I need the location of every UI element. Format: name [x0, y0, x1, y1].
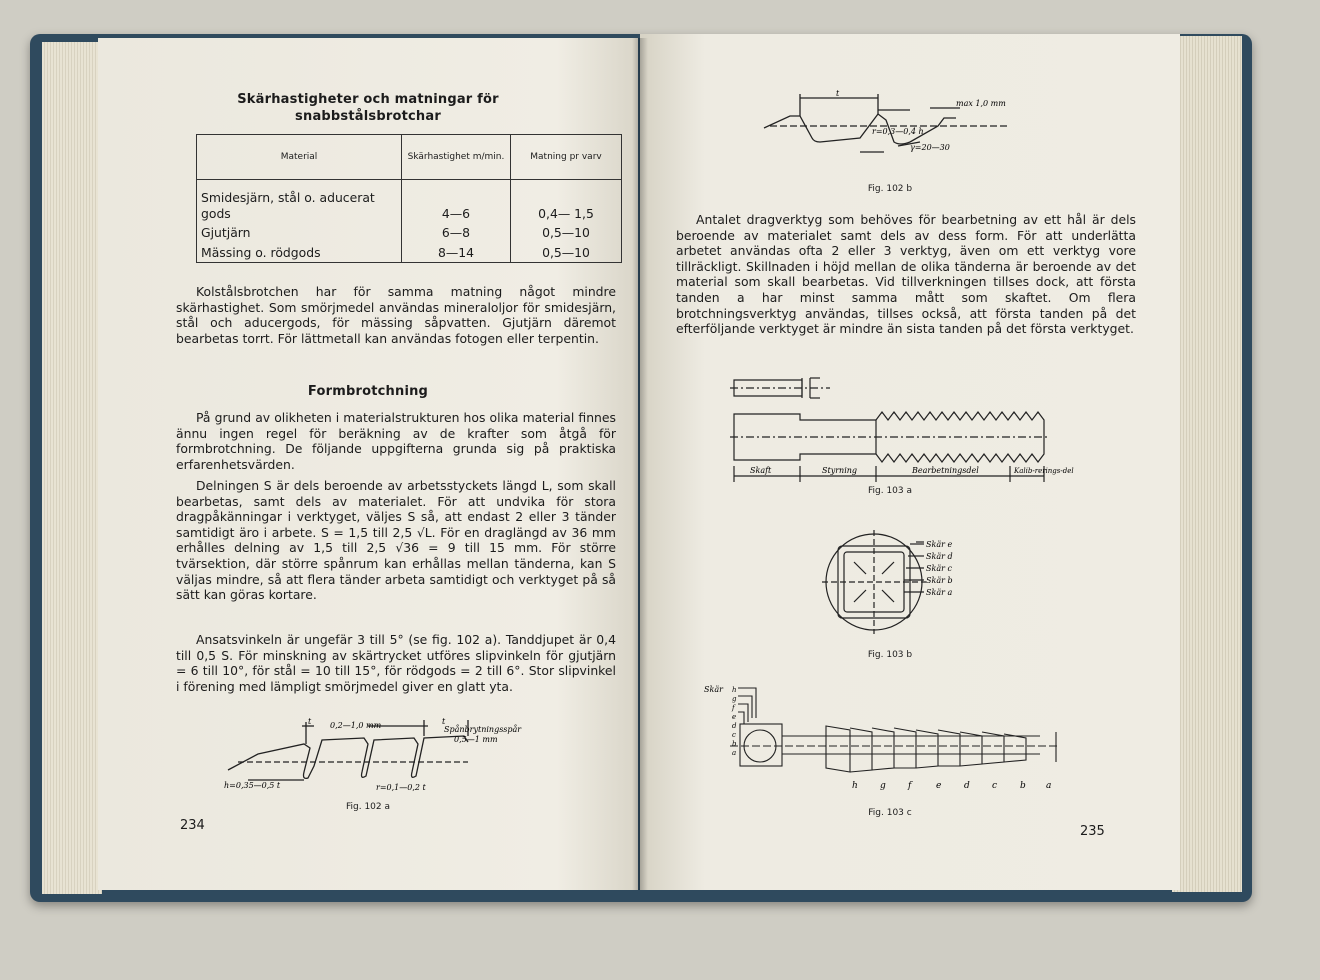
table-header-row — [197, 135, 622, 180]
right-page — [640, 34, 1180, 890]
left-page — [98, 38, 638, 890]
fig103c-side-letter: b — [732, 740, 737, 748]
fig102b-label-max: max 1,0 mm — [956, 99, 1006, 108]
fig103b-label-d: Skär d — [926, 552, 953, 561]
paragraph-tool-count: Antalet dragverktyg som behöves för bearbetning av ett hål är dels beroende av materialet samt dels av dess form. För att underlätta arbetet användas ofta 2 eller 3 verktyg, även om ett verktyg vore tillräckligt. Skillnaden i höjd mellan de olika tänderna är beroende av det material som skall bearbetas. Vid tillverkningen tillses dock, att första tanden a har minst samma mått som skaftet. Om flera brotchningsverktyg användas, tillses också, att första tanden på det efterföljande verktyget är mindre än sista tanden på det första verktyget. — [676, 212, 1136, 337]
fig102b-label-angle: γ=20—30 — [910, 143, 950, 152]
fig103a-label-guide: Styrning — [822, 466, 858, 475]
table-title-line-1: Skärhastigheter och matningar för — [237, 92, 499, 107]
fig103c-side-letter: a — [732, 749, 737, 757]
fig103a-label-shaft: Skaft — [750, 466, 772, 475]
fig103c-bottom-letter: f — [908, 781, 912, 791]
fig103b-label-a: Skär a — [926, 588, 953, 597]
fig103b-caption: Fig. 103 b — [867, 650, 913, 660]
page-number-right: 235 — [1080, 824, 1105, 839]
fig102b-label-r: r=0,3—0,4 h — [872, 127, 924, 136]
fig103c-bottom-letter: d — [964, 781, 970, 791]
fig102b-caption: Fig. 102 b — [867, 184, 913, 194]
table-title-line-2: snabbstålsbrotchar — [295, 109, 441, 124]
table-row — [197, 180, 622, 224]
fig102b-label-t: t — [836, 89, 840, 98]
page-block-left — [42, 42, 102, 894]
fig102a-caption: Fig. 102 a — [345, 802, 390, 812]
fig103c-bottom-letter: c — [992, 781, 998, 791]
fig102a-label-t: t — [308, 717, 312, 726]
fig103c-bottom-letter: e — [936, 781, 942, 791]
cell-feed: 0,4— 1,5 — [511, 180, 622, 224]
cell-material: Mässing o. rödgods — [197, 243, 402, 263]
cell-speed: 8—14 — [402, 243, 511, 263]
paragraph-angles: Ansatsvinkeln är ungefär 3 till 5° (se fig. 102 a). Tanddjupet är 0,4 till 0,5 S. För minskning av skärtrycket utföres slipvinkeln för gjutjärn = 6 till 10°, för stål = 10 till 15°, för rödgods = 2 till 6°. Stor slipvinkel i förening med lämpligt smörjmedel giver en glatt yta. — [176, 632, 616, 694]
table-row — [197, 243, 622, 263]
figure-102b-tooth-detail — [760, 90, 1020, 172]
cell-feed: 0,5—10 — [511, 243, 622, 263]
fig103a-label-calib: Kalib-rerings-del — [1014, 467, 1074, 475]
table-title — [218, 91, 518, 125]
paragraph-lubricants: Kolstålsbrotchen har för samma matning något mindre skärhastighet. Som smörjmedel användas mineraloljor för smidesjärn, stål och aducergods, för mässing såpvatten. Gjutjärn däremot bearbetas torrt. För lättmetall kan användas fotogen eller terpentin. — [176, 284, 616, 346]
fig103c-side-letter: g — [732, 695, 737, 703]
fig103c-side-letter: h — [732, 686, 737, 694]
cell-speed: 4—6 — [402, 180, 511, 224]
fig103a-label-work: Bearbetningsdel — [912, 466, 979, 475]
fig103c-side-letter: e — [732, 713, 737, 721]
fig102a-label-gap: 0,2—1,0 mm — [330, 721, 382, 730]
paragraph-intro: På grund av olikheten i materialstrukturen hos olika material finnes ännu ingen regel för beräkning av de krafter som åtgå för formbrotchning. De följande uppgifterna grunda sig på praktiska erfarenhetsvärden. — [176, 410, 616, 472]
fig103c-bottom-letter: a — [1046, 781, 1052, 791]
table-row — [197, 223, 622, 243]
page-number-left: 234 — [180, 818, 205, 833]
cell-material: Gjutjärn — [197, 223, 402, 243]
figure-103b-cross-section — [820, 528, 1000, 640]
fig103c-side-letter: f — [732, 704, 735, 712]
header-material: Material — [197, 135, 402, 180]
fig103b-label-e: Skär e — [926, 540, 953, 549]
figure-102a-tooth-profile — [218, 716, 548, 796]
book-gutter-shadow — [632, 38, 648, 890]
fig103c-label-skar: Skär — [704, 685, 723, 694]
fig102a-label-h: h=0,35—0,5 t — [224, 781, 281, 790]
fig103c-side-letter: c — [732, 731, 736, 739]
cell-feed: 0,5—10 — [511, 223, 622, 243]
cutting-speed-table — [196, 134, 622, 263]
fig103b-label-b: Skär b — [926, 576, 953, 585]
figure-103c-stepped-broach — [700, 684, 1100, 794]
fig103c-bottom-letter: b — [1020, 781, 1026, 791]
cell-material: Smidesjärn, stål o. aducerat gods — [197, 180, 402, 224]
figure-103a-broach — [730, 370, 1074, 482]
page-block-right — [1172, 36, 1242, 892]
fig102a-label-chip-depth: 0,5—1 mm — [454, 735, 498, 744]
fig103c-bottom-letter: g — [880, 781, 886, 791]
paragraph-pitch: Delningen S är dels beroende av arbetsstyckets längd L, som skall bearbetas, samt dels av materialet. För att undvika för stora dragpåkänningar i verktyget, väljes S så, att endast 2 eller 3 tänder samtidigt äro i arbete. S = 1,5 till 2,5 √L. För en draglängd av 36 mm erhålles delning av 1,5 till 2,5 √36 = 9 till 15 mm. För större tvärsektion, där större spånrum kan erhållas mellan tänderna, kan S väljas mindre, så att flera tänder arbeta samtidigt och verktyget på så sätt kan göras kortare. — [176, 478, 616, 603]
fig103c-caption: Fig. 103 c — [868, 808, 912, 818]
header-speed: Skärhastighet m/min. — [402, 135, 511, 180]
fig102a-label-r: r=0,1—0,2 t — [376, 783, 426, 792]
cell-speed: 6—8 — [402, 223, 511, 243]
header-feed: Matning pr varv — [511, 135, 622, 180]
fig103a-caption: Fig. 103 a — [867, 486, 912, 496]
fig103b-label-c: Skär c — [926, 564, 952, 573]
fig102a-label-t2: t — [442, 717, 446, 726]
fig103c-bottom-letter: h — [852, 781, 858, 791]
fig103c-side-letter: d — [732, 722, 737, 730]
fig102a-label-chip: Spånbrytningsspår — [444, 725, 522, 734]
section-heading-formbrotchning: Formbrotchning — [307, 384, 429, 399]
